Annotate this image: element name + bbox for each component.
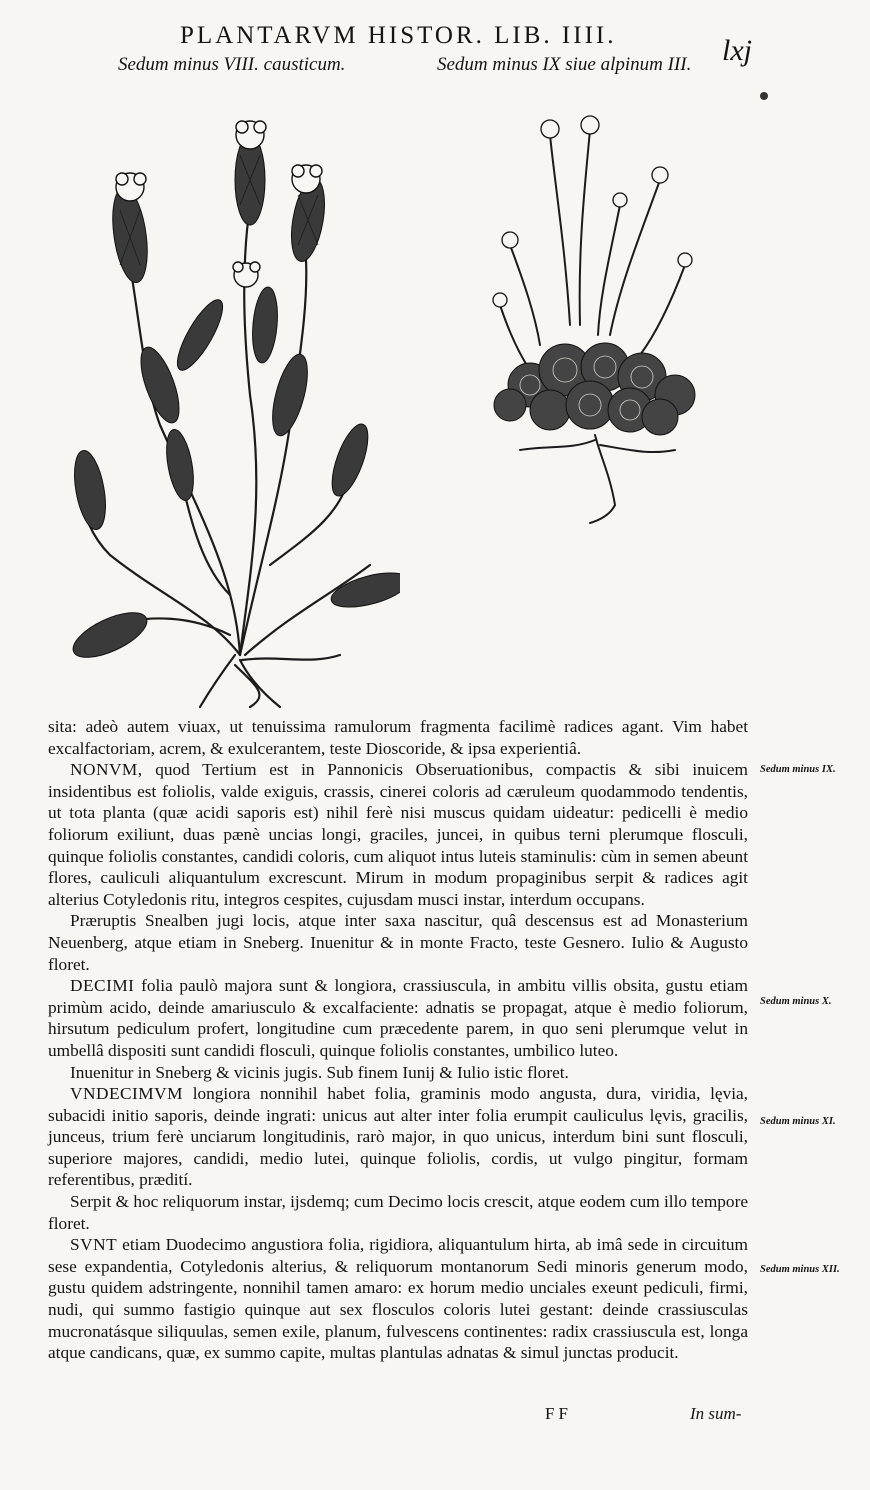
paragraph-decimi [48,975,748,1061]
catchword: In sum- [690,1404,742,1423]
paragraph-text: Inuenitur in Sneberg & vicinis jugis. Sub finem Iunij & Iulio istic floret. [70,1062,569,1082]
paragraph-lead: NONVM, [70,760,143,780]
paragraph-text: folia paulò majora sunt & longiora, crassiuscula, in ambitu villis obsita, gustu etiam primùm acido, deinde amariusculo & excalfaciente: adnatis se propagat, atque è medio foliorum, hirsutum pediculum profert, longitudine cum præcedente parem, in quo seni plerumque velut in umbellâ dispositi sunt candidi flosculi, quinque foliolis constantes, umbilico luteo. [48,976,748,1060]
paragraph-sunt [48,1234,748,1364]
right-figure-caption: Sedum minus IX siue alpinum III. [437,54,692,75]
paragraph-habitat-xi [48,1191,748,1234]
paragraph-text: Serpit & hoc reliquorum instar, ijsdemq; cum Decimo locis crescit, atque eodem cum illo tempore floret. [48,1192,748,1233]
woodcut-sedum-causticum [50,95,400,710]
paragraph-habitat-ix [48,910,748,975]
marginal-note-x: Sedum minus X. [760,996,832,1007]
paragraph-text: longiora nonnihil habet folia, graminis modo angusta, dura, viridia, lęvia, subacidi initio saporis, deinde ingrati: unicus aut alter inter folia erumpit cauliculus lęvis, gracilis, junceus, trium ferè unciarum longitudinis, rarò major, in quo unicus, interdum bini sunt flosculi, superiore majores, candidi, medio lutei, quinque foliolis, cordis, ut vulgo pingitur, formam referentibus, prædití. [48,1084,748,1190]
paragraph-habitat-x [48,1062,748,1084]
paragraph-nonum [48,759,748,910]
paragraph-1 [48,716,748,759]
paragraph-lead: DECIMI [70,976,135,996]
ink-speck [760,92,768,100]
running-head: PLANTARVM HISTOR. LIB. IIII. [180,22,617,49]
paragraph-undecimum [48,1083,748,1191]
woodcut-sedum-alpinum [470,105,720,525]
body-text [48,716,748,1364]
paragraph-lead: SVNT [70,1235,118,1255]
left-figure-caption: Sedum minus VIII. causticum. [118,54,346,75]
signature-mark: FF [545,1404,572,1423]
paragraph-text: etiam Duodecimo angustiora folia, rigidiora, aliquantulum hirta, ab imâ sede in circuitum sese expandentia, Cotyledonis alterius, & reliquorum montanorum Sedi minoris generum modo, gustu quidem adstringente, nonnihil tamen amaro: ex horum medio unciales exeunt pediculi, firmi, nudi, qui summo fastigio quinque aut sex flosculos coloris lutei gestant: deinde crassiusculas mucronatásque siliquulas, semen exile, planum, fulvescens continentes: radix crassiuscula est, longa atque candicans, quæ, ex summo capite, multas plantulas adnatas & simul junctas producit. [48,1235,748,1363]
folio-number: lxj [722,34,752,67]
marginal-note-xii: Sedum minus XII. [760,1264,840,1275]
paragraph-text: sita: adeò autem viuax, ut tenuissima ramulorum fragmenta facilimè radices agant. Vim habet excalfactoriam, acrem, & exulcerantem, teste Dioscoride, & ipsa experientiâ. [48,717,748,758]
paragraph-lead: VNDECIMVM [70,1084,183,1104]
paragraph-text: quod Tertium est in Pannonicis Obseruationibus, compactis & sibi inuicem insidentibus est foliolis, valde exiguis, crassis, cinerei coloris ad cæruleum quodammodo tendentis, ut tota planta (quæ acidi saporis est) nihil ferè nisi muscus quidam uideatur: pedicelli è medio foliorum exiliunt, duas pænè uncias longi, graciles, juncei, in quibus terni plerumque flosculi, quinque foliolis constantes, candidi coloris, cum aliquot intus luteis staminulis: cùm in semen abeunt flores, cauliculi aliquantulum excrescunt. Mirum in modum propaginibus serpit & radices agit alterius Cotyledonis ritu, integros cespites, cujusdam musci instar, interdum occupans. [48,760,748,909]
paragraph-text: Præruptis Snealben jugi locis, atque inter saxa nascitur, quâ descensus est ad Monasterium Neuenberg, atque etiam in Sneberg. Inuenitur & in monte Fracto, teste Gesnero. Iulio & Augusto floret. [48,911,748,974]
marginal-note-ix: Sedum minus IX. [760,764,836,775]
marginal-note-xi: Sedum minus XI. [760,1116,836,1127]
